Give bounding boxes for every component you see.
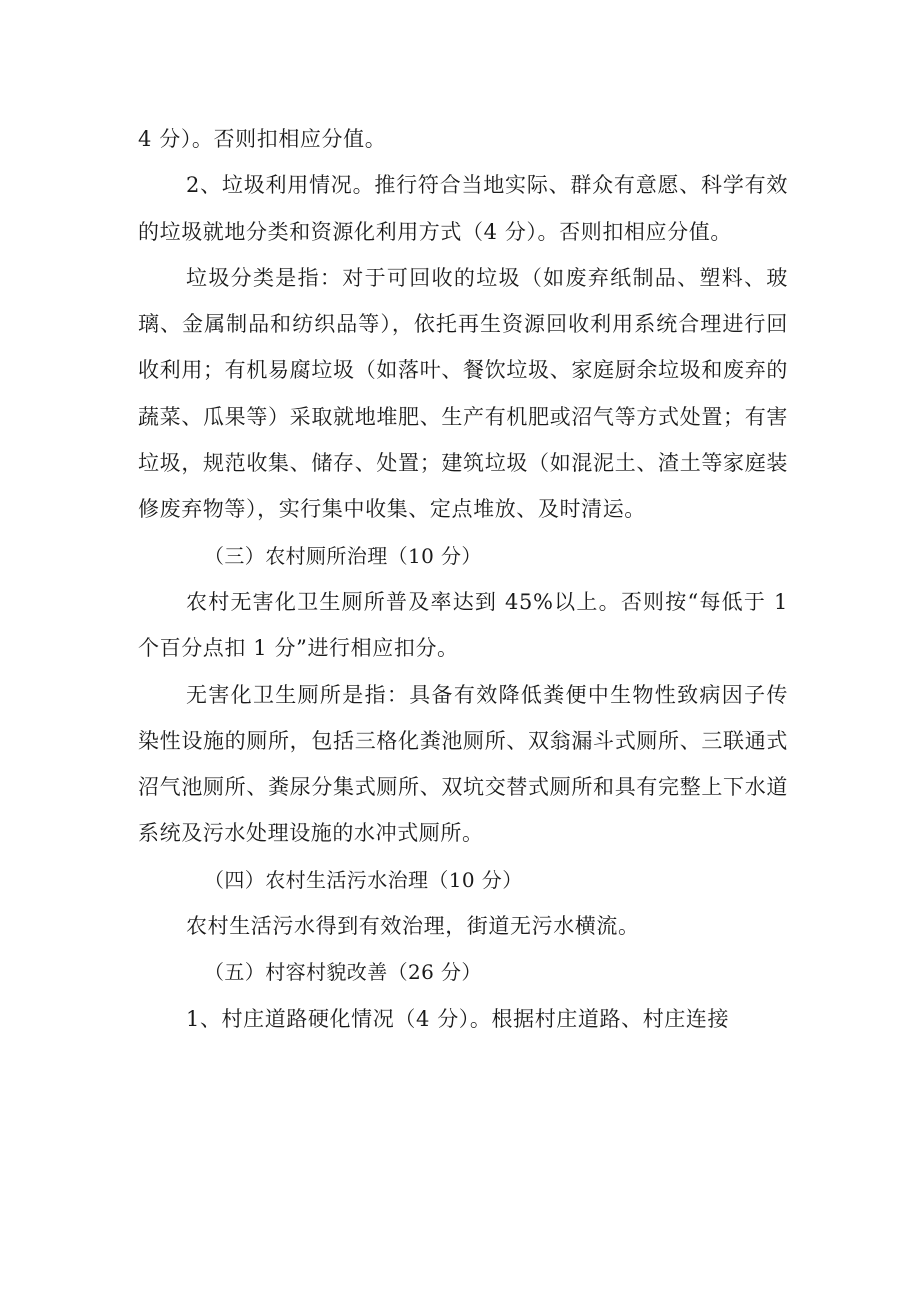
paragraph-garbage-classification-definition: 垃圾分类是指：对于可回收的垃圾（如废弃纸制品、塑料、玻璃、金属制品和纺织品等），依托再生资源回收利用系统合理进行回收利用；有机易腐垃圾（如落叶、餐饮垃圾、家庭厨余垃圾和废弃的蔬菜、瓜果等）采取就地堆肥、生产有机肥或沼气等方式处置；有害垃圾，规范收集、储存、处置；建筑垃圾（如混泥土、渣土等家庭装修废弃物等），实行集中收集、定点堆放、及时清运。: [138, 265, 788, 522]
paragraph-road-hardening: 1、村庄道路硬化情况（4 分）。根据村庄道路、村庄连接: [186, 1006, 730, 1031]
document-body: [138, 116, 796, 1042]
paragraph-toilet-coverage: 农村无害化卫生厕所普及率达到 45%以上。否则按“每低于 1 个百分点扣 1 分”进行相应扣分。: [138, 589, 796, 661]
paragraph-garbage-utilization: 2、垃圾利用情况。推行符合当地实际、群众有意愿、科学有效的垃圾就地分类和资源化利用方式（4 分）。否则扣相应分值。: [138, 173, 788, 244]
paragraph-score-continuation: 4 分）。否则扣相应分值。: [138, 127, 387, 151]
section-heading-sewage-treatment: （四）农村生活污水治理（10 分）: [204, 867, 523, 892]
paragraph-sewage-treatment: 农村生活污水得到有效治理，街道无污水横流。: [186, 914, 640, 939]
paragraph-sanitary-toilet-definition: 无害化卫生厕所是指：具备有效降低粪便中生物性致病因子传染性设施的厕所，包括三格化粪池厕所、双翁漏斗式厕所、三联通式沼气池厕所、粪尿分集式厕所、双坑交替式厕所和具有完整上下水道系统及污水处理设施的水冲式厕所。: [138, 682, 788, 846]
section-heading-village-appearance: （五）村容村貌改善（26 分）: [204, 960, 482, 985]
section-heading-toilet-treatment: （三）农村厕所治理（10 分）: [204, 543, 482, 568]
